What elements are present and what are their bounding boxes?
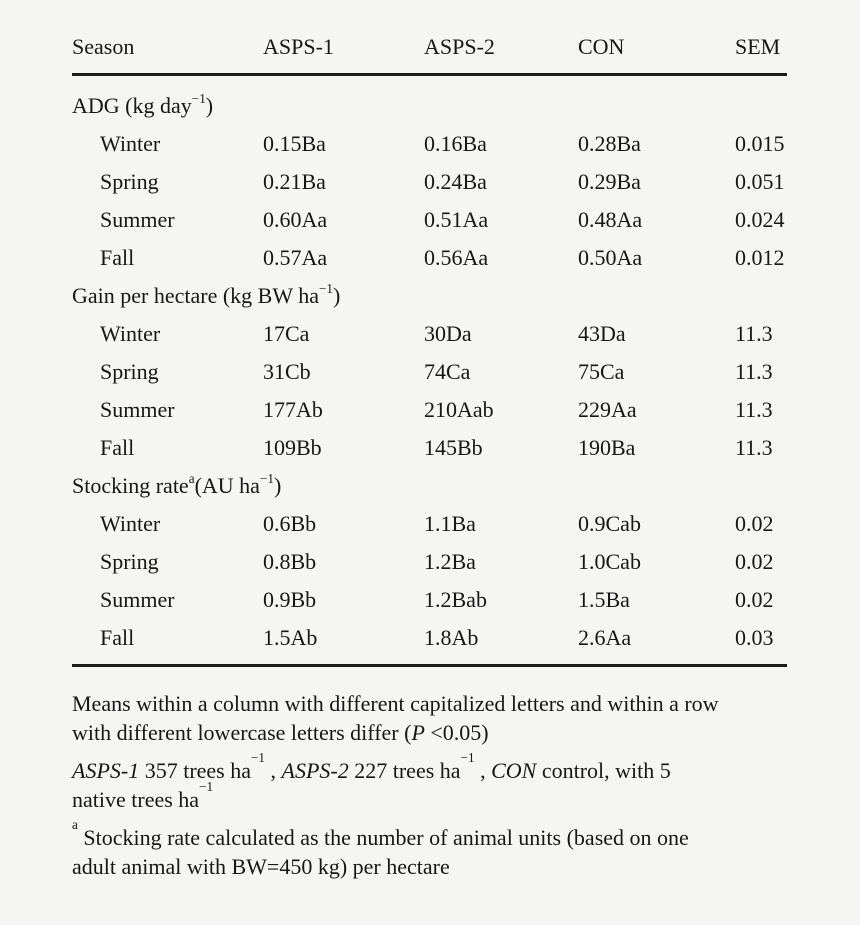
- value-cell-asps2: 210Aab: [424, 397, 494, 422]
- section-label-stocking-rate: Stocking rate $^a$ (AU ha $^{-1}$ ): [72, 470, 282, 498]
- table-footnotes: [72, 689, 792, 889]
- value-cell-asps2: 0.56Aa: [424, 245, 489, 270]
- value-cell-asps1: 109Bb: [263, 435, 322, 460]
- value-cell-asps2: 1.2Bab: [424, 587, 487, 612]
- value-cell-con: 0.29Ba: [578, 169, 641, 194]
- season-cell: Spring: [100, 359, 159, 384]
- value-cell-asps2: 74Ca: [424, 359, 471, 384]
- value-cell-con: 1.0Cab: [578, 549, 641, 574]
- table-row: [72, 391, 787, 429]
- value-cell-con: 229Aa: [578, 397, 637, 422]
- value-cell-sem: 0.051: [735, 169, 785, 194]
- section-label-gain-per-hectare: Gain per hectare (kg BW ha $^{-1}$ ): [72, 280, 341, 308]
- value-cell-sem: 11.3: [735, 359, 773, 384]
- value-cell-asps1: 1.5Ab: [263, 625, 318, 650]
- value-cell-asps1: 0.15Ba: [263, 131, 326, 156]
- column-header-season: Season: [72, 34, 135, 59]
- value-cell-sem: 0.02: [735, 587, 774, 612]
- value-cell-asps2: 0.16Ba: [424, 131, 487, 156]
- value-cell-asps2: 0.51Aa: [424, 207, 489, 232]
- season-cell: Summer: [100, 587, 175, 612]
- table-row: [72, 543, 787, 581]
- season-cell: Winter: [100, 321, 161, 346]
- footnote-significance: Means within a column with different capitalized letters and within a row with different lowercase letters differ (P <0.05): [72, 691, 719, 745]
- season-cell: Winter: [100, 131, 161, 156]
- season-cell: Fall: [100, 245, 135, 270]
- value-cell-con: 43Da: [578, 321, 626, 346]
- table-row: [72, 429, 787, 467]
- table-row: [72, 315, 787, 353]
- value-cell-asps1: 0.8Bb: [263, 549, 317, 574]
- table-row: [72, 201, 787, 239]
- column-header-asps2: ASPS-2: [424, 34, 495, 59]
- season-cell: Fall: [100, 625, 135, 650]
- value-cell-sem: 0.012: [735, 245, 785, 270]
- value-cell-asps2: 30Da: [424, 321, 472, 346]
- results-table: [72, 0, 787, 667]
- value-cell-sem: 11.3: [735, 321, 773, 346]
- table-header-row: [72, 0, 787, 76]
- value-cell-asps2: 145Bb: [424, 435, 483, 460]
- table-body: [72, 76, 787, 667]
- value-cell-asps1: 17Ca: [263, 321, 310, 346]
- table-row: [72, 239, 787, 277]
- value-cell-sem: 0.03: [735, 625, 774, 650]
- value-cell-sem: 11.3: [735, 435, 773, 460]
- footnote-treatments: ASPS-1 357 trees $ha^{-1}$ , ASPS-2 227 trees $ha^{-1}$ , CON control, with 5 native trees $ha^{-1}$: [72, 750, 671, 812]
- column-header-con: CON: [578, 34, 625, 59]
- value-cell-asps2: 1.8Ab: [424, 625, 479, 650]
- value-cell-sem: 0.02: [735, 549, 774, 574]
- column-header-sem: SEM: [735, 34, 781, 59]
- value-cell-asps1: 0.57Aa: [263, 245, 328, 270]
- value-cell-asps2: 1.2Ba: [424, 549, 476, 574]
- section-label-adg: ADG (kg day $^{-1}$ ): [72, 90, 214, 118]
- value-cell-asps1: 0.60Aa: [263, 207, 328, 232]
- value-cell-asps1: 0.6Bb: [263, 511, 317, 536]
- value-cell-asps1: 177Ab: [263, 397, 323, 422]
- value-cell-sem: 11.3: [735, 397, 773, 422]
- table-row: [72, 619, 787, 657]
- value-cell-con: 0.9Cab: [578, 511, 641, 536]
- value-cell-asps2: 1.1Ba: [424, 511, 476, 536]
- value-cell-sem: 0.02: [735, 511, 774, 536]
- table-row: [72, 581, 787, 619]
- value-cell-sem: 0.024: [735, 207, 785, 232]
- season-cell: Spring: [100, 169, 159, 194]
- value-cell-con: 0.48Aa: [578, 207, 643, 232]
- table-row: [72, 505, 787, 543]
- value-cell-con: 2.6Aa: [578, 625, 632, 650]
- season-cell: Summer: [100, 207, 175, 232]
- value-cell-asps1: 0.21Ba: [263, 169, 326, 194]
- season-cell: Spring: [100, 549, 159, 574]
- value-cell-asps1: 31Cb: [263, 359, 311, 384]
- value-cell-asps2: 0.24Ba: [424, 169, 487, 194]
- value-cell-asps1: 0.9Bb: [263, 587, 317, 612]
- footnote-stocking-rate: $^a$ Stocking rate calculated as the number of animal units (based on one adult animal with BW=450 kg) per hectare: [72, 817, 689, 879]
- table-row: [72, 125, 787, 163]
- table-row: [72, 163, 787, 201]
- value-cell-con: 0.50Aa: [578, 245, 643, 270]
- value-cell-con: 75Ca: [578, 359, 625, 384]
- value-cell-con: 1.5Ba: [578, 587, 630, 612]
- season-cell: Summer: [100, 397, 175, 422]
- table-row: [72, 353, 787, 391]
- value-cell-con: 190Ba: [578, 435, 636, 460]
- value-cell-sem: 0.015: [735, 131, 785, 156]
- value-cell-con: 0.28Ba: [578, 131, 641, 156]
- season-cell: Fall: [100, 435, 135, 460]
- season-cell: Winter: [100, 511, 161, 536]
- column-header-asps1: ASPS-1: [263, 34, 334, 59]
